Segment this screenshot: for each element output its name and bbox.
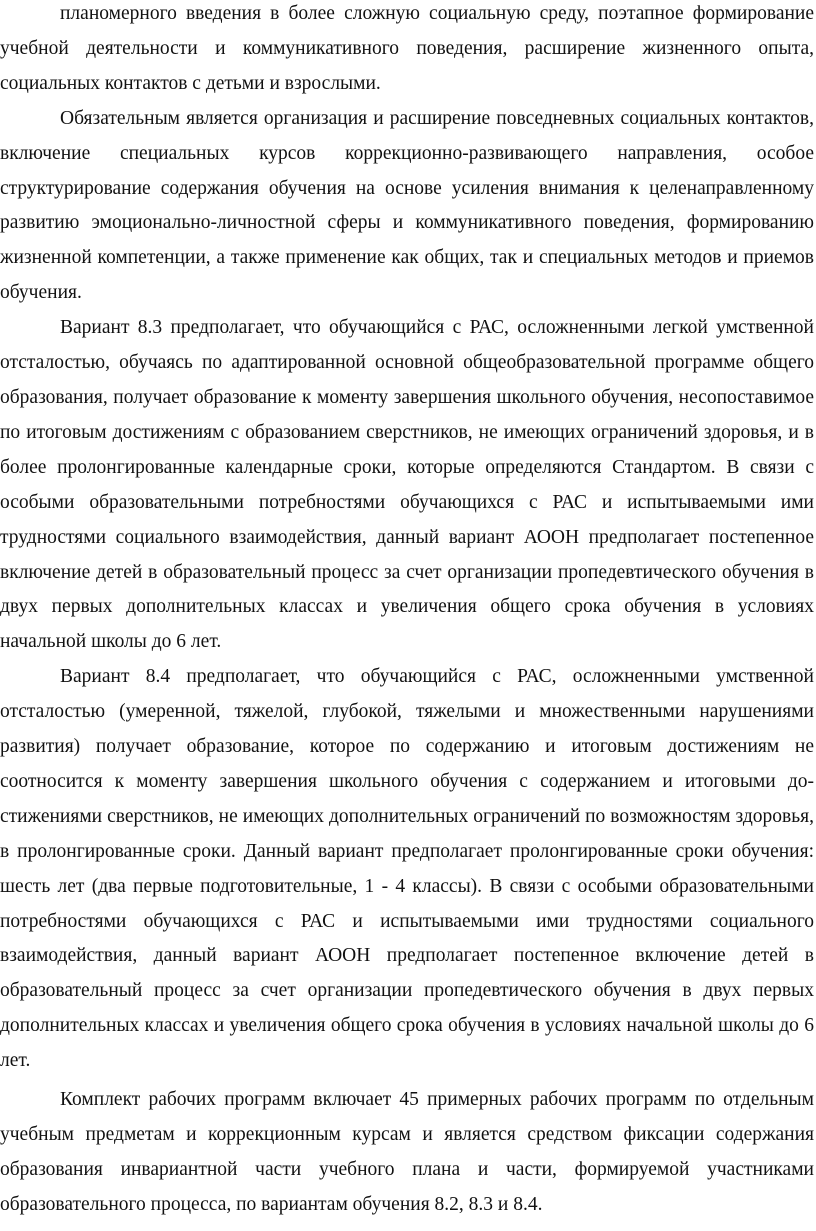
paragraph-1: планомерного введения в более сложную социальную среду, поэтапное формирование учебной деятельности и коммуникативного поведения, расширение жизненного опыта, социальных контактов с детьми и взрослыми. bbox=[0, 3, 814, 94]
paragraph-5: Комплект рабочих программ включает 45 примерных рабочих программ по отдельным учебным предметам и коррекционным курсам и является средством фиксации содержания образования инвариантной части учебного плана и части, формируемой участниками образовательного процесса, по вариантам обучения 8.2, 8.3 и 8.4. bbox=[0, 1089, 814, 1215]
paragraph-4: Вариант 8.4 предполагает, что обучающийся с РАС, осложненными умственной отсталостью (умеренной, тяжелой, глубокой, тяжелыми и множественными нарушениями развития) получает образование, которое по содержанию и итоговым достижениям не соотносится к моменту завершения школьного обучения с содержанием и итоговыми до-стижениями сверстников, не имеющих дополнительных ограничений по возможностям здоровья, в пролонгированные сроки. Данный вариант предполагает пролонгированные сроки обучения: шесть лет (два первые подготовительные, 1 - 4 классы). В связи с особыми образовательными потребностями обучающихся с РАС и испытываемыми ими трудностями социального взаимодействия, данный вариант АООН предполагает постепенное включение детей в образовательный процесс за счет организации пропедевтического обучения в двух первых дополнительных классах и увеличения общего срока обучения в условиях начальной школы до 6 лет. bbox=[0, 666, 814, 1072]
paragraph-2: Обязательным является организация и расширение повседневных социальных контактов, включение специальных курсов коррекционно-развивающего направления, особое структурирование содержания обучения на основе усиления внимания к целенаправленному развитию эмоционально-личностной сферы и коммуникативного поведения, формированию жизненной компетенции, а также применение как общих, так и специальных методов и приемов обучения. bbox=[0, 107, 814, 304]
paragraph-3: Вариант 8.3 предполагает, что обучающийся с РАС, осложненными легкой умственной отсталостью, обучаясь по адаптированной основной общеобразовательной программе общего образования, получает образование к моменту завершения школьного обучения, несопоставимое по итоговым достижениям с образованием сверстников, не имеющих ограничений здоровья, и в более пролонгированные календарные сроки, которые определяются Стандартом. В связи с особыми образовательными потребностями обучающихся с РАС и испытываемыми ими трудностями социального взаимодействия, данный вариант АООН предполагает постепенное включение детей в образовательный процесс за счет организации пропедевтического обучения в двух первых дополнительных классах и увеличения общего срока обучения в условиях начальной школы до 6 лет. bbox=[0, 317, 814, 653]
